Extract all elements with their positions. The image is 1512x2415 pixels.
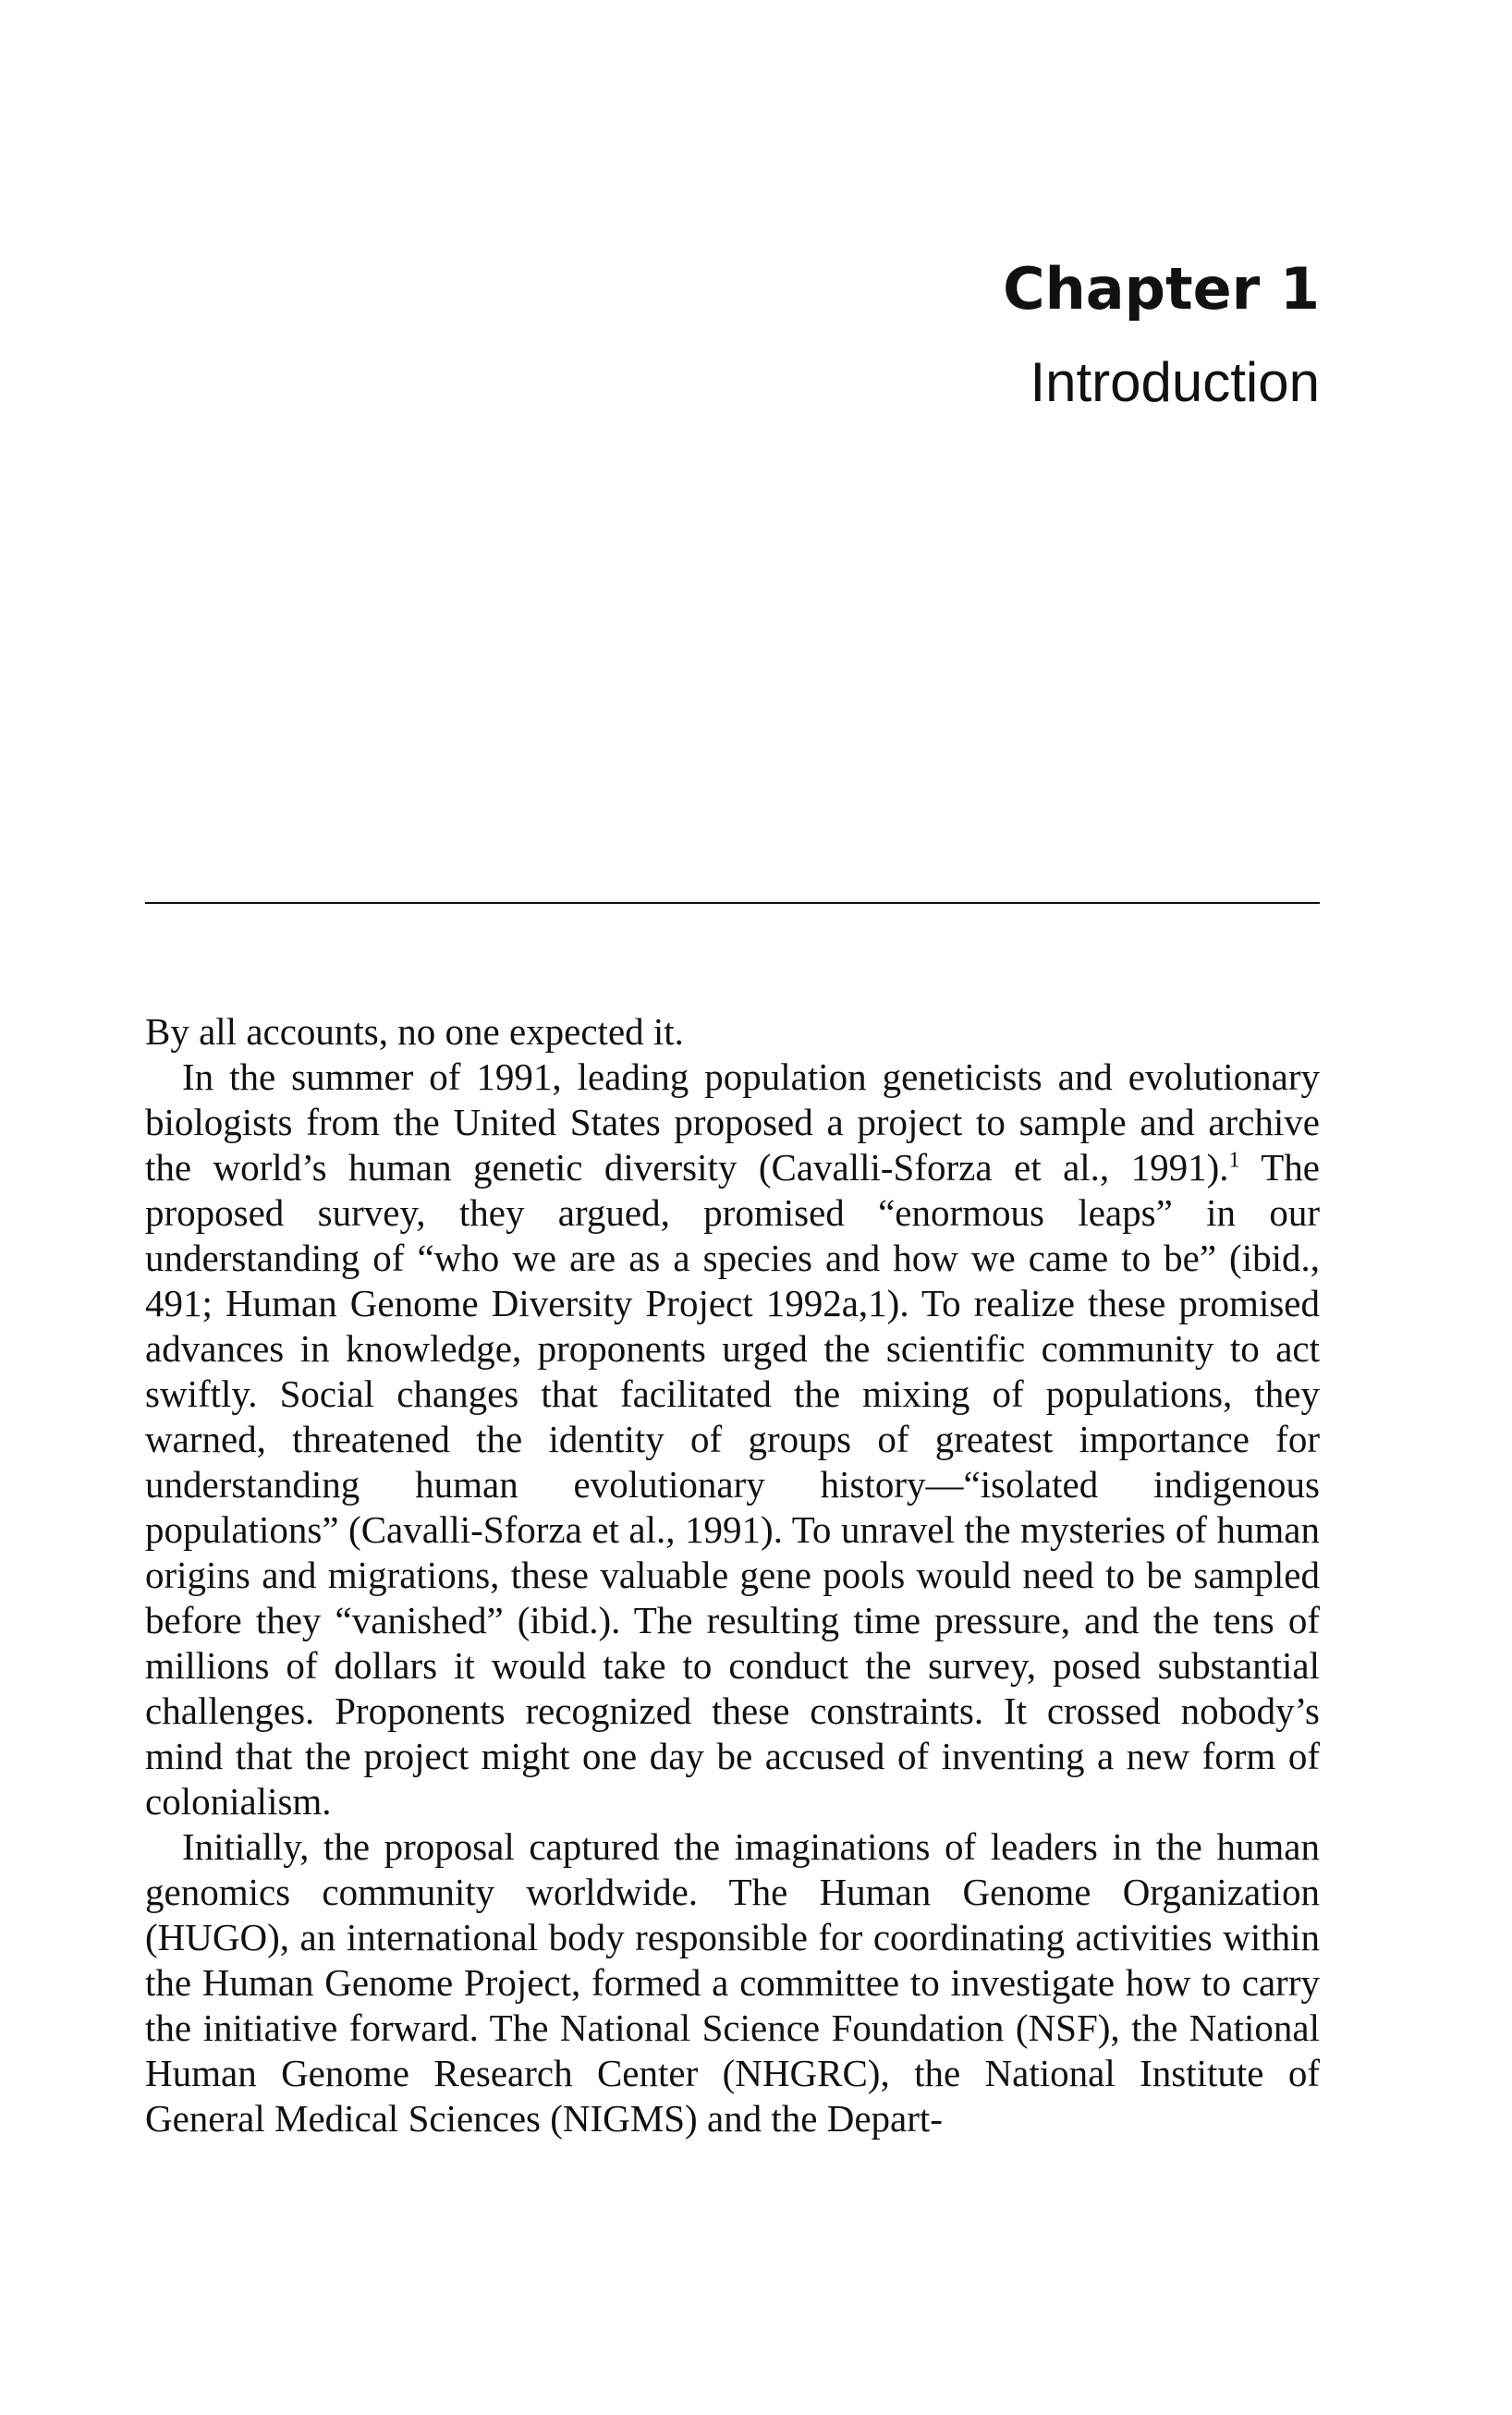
paragraph-2 bbox=[145, 1055, 1320, 1824]
horizontal-rule bbox=[145, 902, 1320, 904]
paragraph-2-part-a: In the summer of 1991, leading population geneticists and evolutionary biologists from the United States proposed a project to sample and archive the world’s human genetic diversity (Cavalli-Sforza et al., 1991). bbox=[145, 1055, 1320, 1189]
paragraph-2-part-b: The proposed survey, they argued, promised “enormous leaps” in our understanding of “who we are as a species and how we came to be” (ibid., 491; Human Genome Diversity Project 1992a,1). To realize these promised advances in knowledge, proponents urged the scientific community to act swiftly. Social changes that facilitated the mixing of populations, they warned, threatened the identity of groups of greatest importance for understanding human evolutionary history—“isolated indigenous populations” (Cavalli-Sforza et al., 1991). To unravel the mysteries of human origins and migrations, these valuable gene pools would need to be sampled before they “vanished” (ibid.). The resulting time pressure, and the tens of millions of dollars it would take to conduct the survey, posed substantial challenges. Proponents recognized these constraints. It crossed nobody’s mind that the project might one day be accused of inventing a new form of colonialism. bbox=[145, 1146, 1320, 1823]
paragraph-1: By all accounts, no one expected it. bbox=[145, 1010, 684, 1053]
chapter-heading bbox=[1003, 255, 1320, 413]
chapter-title: Introduction bbox=[1030, 351, 1320, 413]
paragraph-3: Initially, the proposal captured the imaginations of leaders in the human genomics community worldwide. The Human Genome Organization (HUGO), an international body responsible for coordinating activities within the Human Genome Project, formed a committee to investigate how to carry the initiative forward. The National Science Foundation (NSF), the National Human Genome Research Center (NHGRC), the National Institute of General Medical Sciences (NIGMS) and the Depart- bbox=[145, 1825, 1320, 2140]
body-text bbox=[145, 1009, 1320, 2141]
chapter-label: Chapter 1 bbox=[1003, 255, 1320, 323]
footnote-marker: 1 bbox=[1228, 1148, 1240, 1173]
